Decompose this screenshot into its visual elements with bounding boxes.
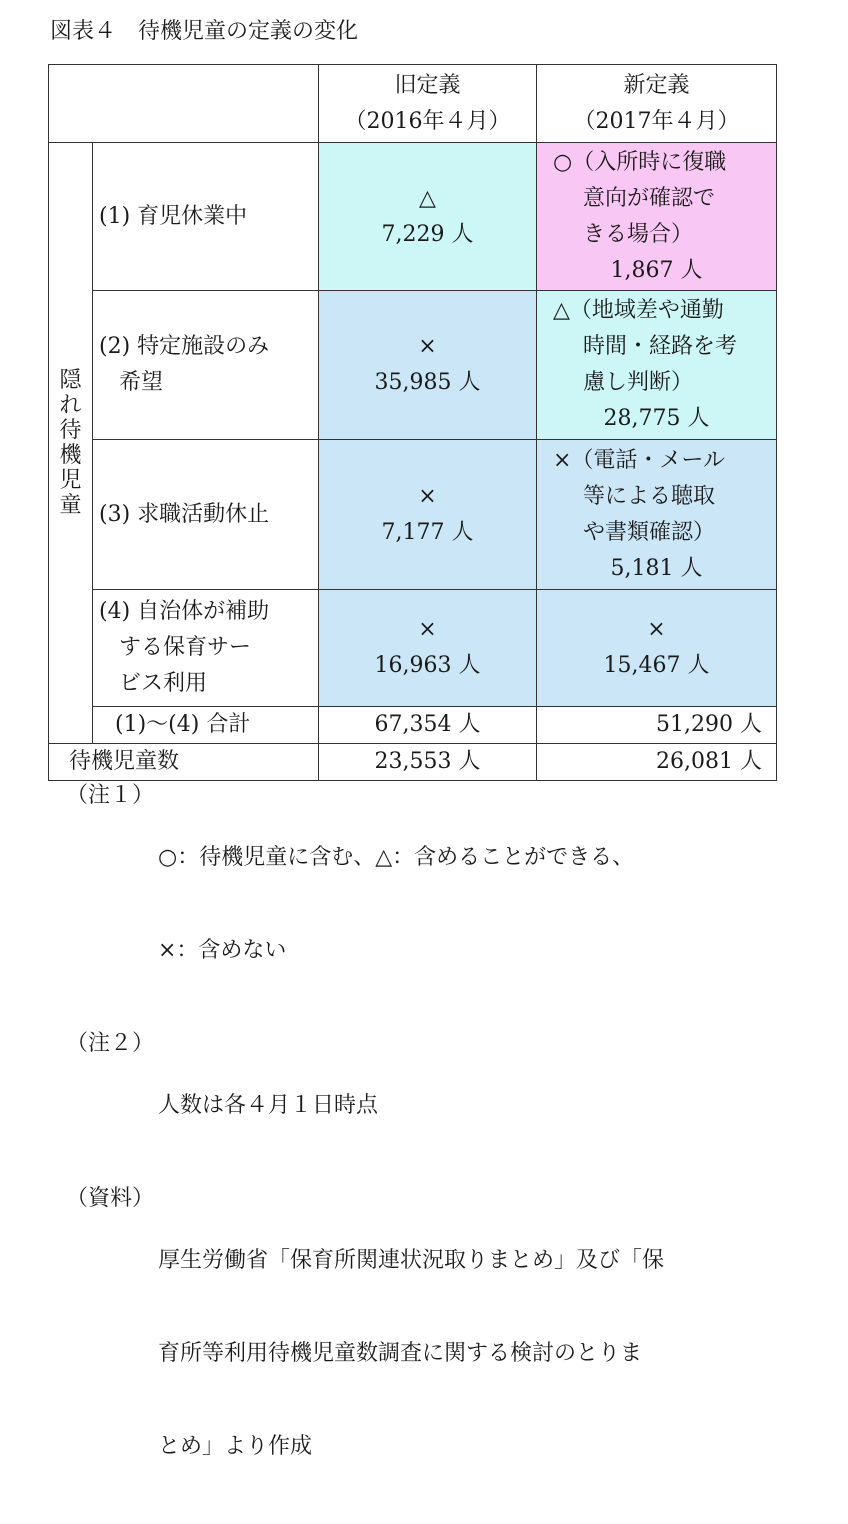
note-body <box>158 780 634 1028</box>
subtotal-old: 67,354 人 <box>319 707 537 744</box>
total-new: 26,081 人 <box>537 744 777 781</box>
new-text: 意向が確認で <box>583 185 716 211</box>
note-line: 育所等利用待機児童数調査に関する検討のとりま <box>158 1341 643 1366</box>
new-header-date: （2017年４月） <box>573 108 740 134</box>
notes <box>66 780 664 1524</box>
new-text: 時間・経路を考 <box>583 334 738 359</box>
old-cell <box>319 291 537 440</box>
note-key: （資料） <box>66 1186 155 1211</box>
row-label <box>93 143 319 291</box>
side-char: れ <box>59 393 82 418</box>
note-line: とめ」より作成 <box>158 1434 313 1459</box>
row-label-text: する保育サー <box>119 635 252 660</box>
new-cell <box>537 291 777 440</box>
new-cell <box>537 590 777 707</box>
count-value: 7,177 人 <box>381 519 474 545</box>
table-row <box>49 590 777 707</box>
row-label-text: (2) 特定施設のみ <box>99 334 270 359</box>
new-text: ×（電話・メール <box>553 447 725 473</box>
new-text: ○（入所時に復職 <box>553 149 727 175</box>
row-label-text: (3) 求職活動休止 <box>99 501 270 527</box>
row-label-text: 希望 <box>119 370 164 395</box>
new-header-label: 新定義 <box>623 72 690 98</box>
old-header-label: 旧定義 <box>394 72 461 98</box>
new-text: △（地域差や通勤 <box>553 298 724 323</box>
figure-title: 図表４ 待機児童の定義の変化 <box>50 19 359 44</box>
row-label <box>93 440 319 590</box>
mark-symbol: × <box>418 483 437 509</box>
side-char: 童 <box>59 493 82 518</box>
count-value: 28,775 人 <box>603 406 710 431</box>
note-line: ○：待機児童に含む、△：含めることができる、 <box>158 845 635 870</box>
row-label <box>93 291 319 440</box>
mark-symbol: × <box>418 334 437 359</box>
note-body <box>158 1028 378 1183</box>
side-char: 隠 <box>59 368 82 393</box>
note-1 <box>66 780 664 1028</box>
note-line: 厚生労働省「保育所関連状況取りまとめ」及び「保 <box>158 1248 665 1273</box>
new-cell <box>537 440 777 590</box>
total-row <box>49 744 777 781</box>
mark-symbol: △ <box>419 185 436 211</box>
header-blank-cell <box>49 65 319 143</box>
total-label: 待機児童数 <box>49 744 319 781</box>
subtotal-label: (1)～(4) 合計 <box>93 707 319 744</box>
row-label-text: ビス利用 <box>119 671 208 696</box>
hidden-waiting-label <box>49 143 93 744</box>
source-note <box>66 1183 664 1524</box>
table-row <box>49 440 777 590</box>
total-old: 23,553 人 <box>319 744 537 781</box>
new-text: や書類確認） <box>583 519 716 545</box>
row-label-text: (1) 育児休業中 <box>99 203 248 229</box>
header-row <box>49 65 777 143</box>
mark-symbol: × <box>647 617 666 642</box>
note-line: 人数は各４月１日時点 <box>158 1093 379 1118</box>
old-definition-header <box>319 65 537 143</box>
count-value: 15,467 人 <box>603 653 710 678</box>
new-text: 慮し判断） <box>583 370 694 395</box>
old-cell <box>319 440 537 590</box>
row-label-text: (4) 自治体が補助 <box>99 599 270 624</box>
side-char: 児 <box>59 468 82 493</box>
count-value: 16,963 人 <box>374 653 481 678</box>
new-text: 等による聴取 <box>583 483 716 509</box>
row-label <box>93 590 319 707</box>
note-key: （注１） <box>66 783 155 808</box>
note-line: ×：含めない <box>158 938 287 963</box>
subtotal-row <box>49 707 777 744</box>
side-char: 待 <box>59 418 82 443</box>
new-cell <box>537 143 777 291</box>
new-definition-header <box>537 65 777 143</box>
count-value: 7,229 人 <box>381 221 474 247</box>
table-row <box>49 291 777 440</box>
old-cell <box>319 590 537 707</box>
old-cell <box>319 143 537 291</box>
note-key: （注２） <box>66 1031 155 1056</box>
side-char: 機 <box>59 443 82 468</box>
definition-table <box>48 64 777 781</box>
new-text: きる場合） <box>583 221 694 247</box>
table-row <box>49 143 777 291</box>
note-body <box>158 1183 664 1524</box>
old-header-date: （2016年４月） <box>344 108 511 134</box>
subtotal-new: 51,290 人 <box>537 707 777 744</box>
count-value: 35,985 人 <box>374 370 481 395</box>
mark-symbol: × <box>418 617 437 642</box>
count-value: 5,181 人 <box>610 555 703 581</box>
count-value: 1,867 人 <box>610 257 703 283</box>
note-2 <box>66 1028 664 1183</box>
